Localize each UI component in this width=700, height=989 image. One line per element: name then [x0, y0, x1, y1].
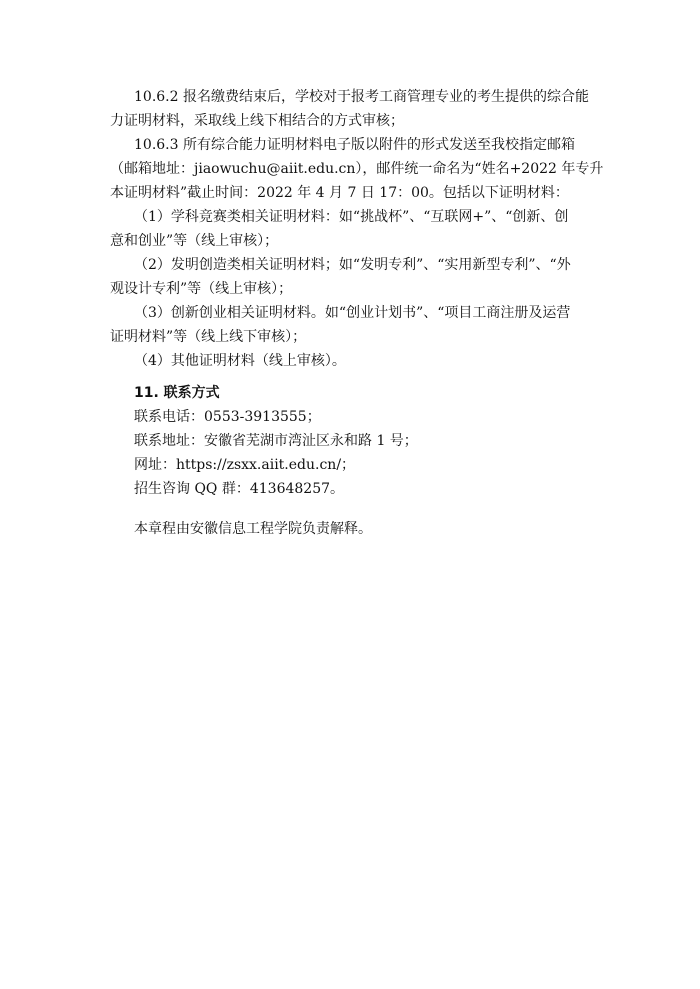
- paragraph-10-6-3-line-1: 10.6.3 所有综合能力证明材料电子版以附件的形式发送至我校指定邮箱: [134, 137, 575, 153]
- list-item-2-line-1: （2）发明创造类相关证明材料；如“发明专利”、“实用新型专利”、“外: [134, 257, 571, 273]
- closing-statement: 本章程由安徽信息工程学院负责解释。: [134, 521, 372, 537]
- contact-qq-group: 招生咨询 QQ 群：413648257。: [134, 481, 345, 497]
- list-item-3-line-2: 证明材料”等（线上线下审核）；: [110, 329, 307, 345]
- list-item-4-line-1: （4）其他证明材料（线上审核）。: [134, 353, 346, 369]
- paragraph-10-6-3-line-3: 本证明材料”截止时间：2022 年 4 月 7 日 17：00。包括以下证明材料：: [110, 185, 569, 201]
- list-item-3-line-1: （3）创新创业相关证明材料。如“创业计划书”、“项目工商注册及运营: [134, 305, 571, 321]
- section-11-heading: 11. 联系方式: [134, 385, 220, 401]
- list-item-2-line-2: 观设计专利”等（线上审核）；: [110, 281, 293, 297]
- paragraph-10-6-3-line-2: （邮箱地址：jiaowuchu@aiit.edu.cn），邮件统一命名为“姓名+2022 年专升: [110, 161, 604, 177]
- paragraph-10-6-2-line-1: 10.6.2 报名缴费结束后，学校对于报考工商管理专业的考生提供的综合能: [134, 89, 589, 105]
- contact-phone: 联系电话：0553-3913555；: [134, 409, 321, 425]
- contact-website: 网址：https://zsxx.aiit.edu.cn/；: [134, 457, 356, 473]
- contact-address: 联系地址：安徽省芜湖市湾沚区永和路 1 号；: [134, 433, 418, 449]
- list-item-1-line-1: （1）学科竞赛类相关证明材料：如“挑战杯”、“互联网+”、“创新、创: [134, 209, 569, 225]
- list-item-1-line-2: 意和创业”等（线上审核）；: [110, 233, 279, 249]
- paragraph-10-6-2-line-2: 力证明材料，采取线上线下相结合的方式审核；: [110, 113, 404, 129]
